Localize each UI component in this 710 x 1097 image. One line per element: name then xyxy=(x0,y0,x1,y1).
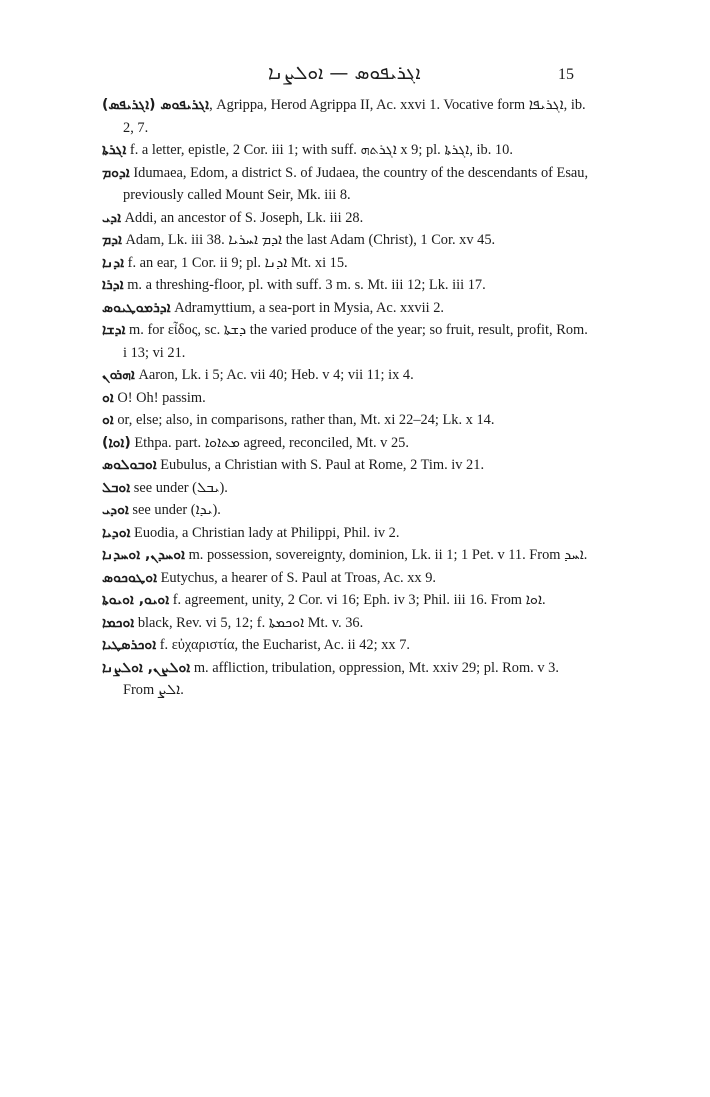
definition: m. for εἶδος, sc. ܕܫܬܐ the varied produce of the year; so fruit, result, profit, Rom. i 13; vi 21. xyxy=(123,322,588,361)
definition: f. εὐχαριστία, the Eucharist, Ac. ii 42; xx 7. xyxy=(156,637,410,653)
headword: ܐܘܒܘܠܘܣ xyxy=(102,457,157,473)
entry xyxy=(102,297,592,320)
entry xyxy=(102,499,592,522)
headword: ܐܕܘܡ xyxy=(102,164,130,181)
entry xyxy=(102,387,592,410)
definition: or, else; also, in comparisons, rather than, Mt. xi 22–24; Lk. x 14. xyxy=(113,412,495,428)
definition: Idumaea, Edom, a district S. of Judaea, the country of the descendants of Esau, previously called Mount Seir, Mk. iii 8. xyxy=(123,164,589,203)
definition: black, Rev. vi 5, 12; f. ܐܘܟܡܬܐ Mt. v. 36. xyxy=(134,614,364,631)
definition: Adramyttium, a sea-port in Mysia, Ac. xxvii 2. xyxy=(170,299,444,316)
definition: Aaron, Lk. i 5; Ac. vii 40; Heb. v 4; vii 11; ix 4. xyxy=(134,367,414,383)
entry xyxy=(102,657,592,702)
headword: ܐܘܟܡܐ xyxy=(102,614,135,631)
headword: ܐܕܫܐ xyxy=(102,322,126,338)
headword: ܐܘܛܘܟܘܣ xyxy=(102,569,158,586)
entry xyxy=(102,612,592,635)
entry xyxy=(102,454,592,477)
definition: , Agrippa, Herod Agrippa II, Ac. xxvi 1. Vocative form ܐܓܪܝܦܐ, ib. 2, 7. xyxy=(123,97,586,136)
definition: Eutychus, a hearer of S. Paul at Troas, Ac. xx 9. xyxy=(157,569,436,586)
definition: Eubulus, a Christian with S. Paul at Rome, 2 Tim. iv 21. xyxy=(156,457,485,473)
headword: ܐܘܚܕܢ, ܐܘܚܕܢܐ xyxy=(102,547,185,563)
definition: see under (ܝܒܠ). xyxy=(130,479,228,496)
entry xyxy=(102,207,592,230)
headword: ܐܘ xyxy=(102,389,114,406)
definition: m. possession, sovereignty, dominion, Lk. ii 1; 1 Pet. v 11. From ܐܚܕ. xyxy=(184,547,588,563)
entry xyxy=(102,522,592,545)
definition: f. a letter, epistle, 2 Cor. iii 1; with suff. ܐܓܪܬܗ x 9; pl. ܐܓܪܬܐ, ib. 10. xyxy=(126,142,513,158)
headword: ܐܓܪܬܐ xyxy=(102,142,127,158)
headword: ܐܘܕܝ xyxy=(102,502,129,518)
page-number: 15 xyxy=(558,66,574,83)
definition: O! Oh! passim. xyxy=(113,389,206,406)
definition: Ethpa. part. ܡܬܐܘܐ agreed, reconciled, Mt. v 25. xyxy=(130,434,409,451)
definition: m. a threshing-floor, pl. with suff. 3 m. s. Mt. iii 12; Lk. iii 17. xyxy=(123,277,486,293)
definition: Adam, Lk. iii 38. ܐܕܡ ܐܚܪܝܐ the last Adam (Christ), 1 Cor. xv 45. xyxy=(121,232,496,248)
definition: f. agreement, unity, 2 Cor. vi 16; Eph. iv 3; Phil. iii 16. From ܐܘܐ. xyxy=(169,592,546,608)
running-head: ܐܓܪܝܦܘܣ — ܐܘܠܨܢܐ xyxy=(268,62,421,84)
entry xyxy=(102,432,592,455)
headword: ܐܕܝ xyxy=(102,209,122,226)
definition: Addi, an ancestor of S. Joseph, Lk. iii 28. xyxy=(121,209,364,226)
headword: ܐܕܢܐ xyxy=(102,254,125,271)
headword: ܐܘܒܠ xyxy=(102,479,131,496)
entry xyxy=(102,364,592,387)
entry xyxy=(102,139,592,162)
entry xyxy=(102,567,592,590)
entry xyxy=(102,544,592,567)
headword: ܐܕܡ xyxy=(102,232,122,248)
entry xyxy=(102,319,592,364)
entry xyxy=(102,229,592,252)
headword: (ܐܘܐ) xyxy=(102,434,131,451)
entry xyxy=(102,162,592,207)
page-header xyxy=(0,62,710,92)
entry xyxy=(102,409,592,432)
headword: ܐܓܪܝܦܘܣ (ܐܓܪܝܦܣ) xyxy=(102,97,210,113)
headword: ܐܘܝܘ, ܐܘܝܘܬܐ xyxy=(102,592,170,608)
entry xyxy=(102,252,592,275)
headword: ܐܘܟܪܣܛܝܐ xyxy=(102,637,157,653)
headword: ܐܕܪܐ xyxy=(102,277,124,293)
definition: m. affliction, tribulation, oppression, Mt. xxiv 29; pl. Rom. v 3. From ܐܠܨ. xyxy=(123,659,559,698)
headword: ܐܘ xyxy=(102,412,114,428)
entry xyxy=(102,274,592,297)
definition: see under (ܝܕܐ). xyxy=(128,502,221,518)
entry xyxy=(102,94,592,139)
definition: Euodia, a Christian lady at Philippi, Phil. iv 2. xyxy=(130,524,400,541)
headword: ܐܗܪܘܢ xyxy=(102,367,135,383)
headword: ܐܘܠܨܢ, ܐܘܠܨܢܐ xyxy=(102,659,191,676)
definition: f. an ear, 1 Cor. ii 9; pl. ܐܕܢܐ Mt. xi 15. xyxy=(124,254,348,271)
entry xyxy=(102,589,592,612)
headword: ܐܘܕܝܐ xyxy=(102,524,131,541)
headword: ܐܕܪܡܘܛܝܘܣ xyxy=(102,299,171,316)
entry-list xyxy=(102,94,592,702)
entry xyxy=(102,634,592,657)
entry xyxy=(102,477,592,500)
